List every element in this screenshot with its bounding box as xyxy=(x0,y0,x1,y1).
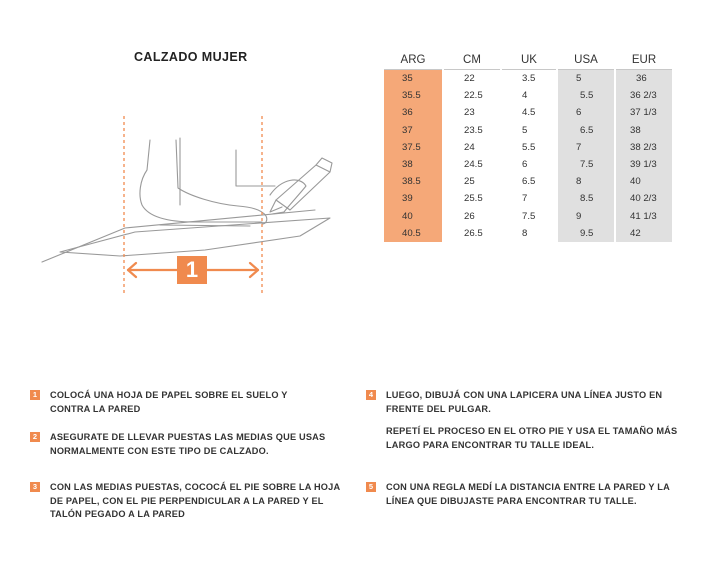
cell-eur: 40 2/3 xyxy=(630,193,657,205)
cell-uk: 6.5 xyxy=(522,176,536,188)
column-uk xyxy=(502,52,556,242)
cell-eur: 40 xyxy=(630,176,641,188)
step-number-badge: 2 xyxy=(30,432,40,442)
foot-measure-illustration xyxy=(0,0,360,380)
header-eur: EUR xyxy=(616,52,672,70)
cell-usa: 9 xyxy=(576,210,582,222)
cell-eur: 39 1/3 xyxy=(630,158,657,170)
step-number-badge: 4 xyxy=(366,390,376,400)
header-usa: USA xyxy=(558,52,614,70)
cell-usa: 5.5 xyxy=(580,90,594,102)
cell-eur: 42 xyxy=(630,227,641,239)
instruction-step-3 xyxy=(30,481,348,522)
cell-arg: 39 xyxy=(402,193,413,205)
step-text: REPETÍ EL PROCESO EN EL OTRO PIE Y USA EL TAMAÑO MÁS LARGO PARA ENCONTRAR TU TALLE IDEAL. xyxy=(386,426,678,450)
cell-eur: 41 1/3 xyxy=(630,210,657,222)
cell-cm: 26.5 xyxy=(464,227,483,239)
cell-uk: 7.5 xyxy=(522,210,536,222)
cell-usa: 5 xyxy=(576,73,582,84)
cell-eur: 38 2/3 xyxy=(630,141,657,153)
cell-uk: 5 xyxy=(522,124,528,136)
step-number-badge: 3 xyxy=(30,482,40,492)
page-title: CALZADO MUJER xyxy=(134,50,248,64)
cell-arg: 35.5 xyxy=(402,90,421,102)
foot-outline xyxy=(176,140,267,224)
cell-usa: 8 xyxy=(576,176,582,188)
cell-cm: 25 xyxy=(464,176,475,188)
cell-uk: 6 xyxy=(522,158,528,170)
cell-uk: 7 xyxy=(522,193,528,205)
cell-uk: 5.5 xyxy=(522,141,536,153)
cell-cm: 23 xyxy=(464,107,475,119)
column-arg xyxy=(384,52,442,242)
cell-usa: 6.5 xyxy=(580,124,594,136)
column-eur xyxy=(616,52,672,242)
step-text: COLOCÁ UNA HOJA DE PAPEL SOBRE EL SUELO Y CONTRA LA PARED xyxy=(50,390,288,414)
column-usa xyxy=(558,52,614,242)
cell-usa: 9.5 xyxy=(580,227,594,239)
cell-usa: 7.5 xyxy=(580,158,594,170)
cell-eur: 36 2/3 xyxy=(630,90,657,102)
cell-cm: 22 xyxy=(464,73,475,84)
cell-arg: 37 xyxy=(402,124,413,136)
cell-arg: 40.5 xyxy=(402,227,421,239)
cell-uk: 4 xyxy=(522,90,528,102)
cell-eur: 38 xyxy=(630,124,641,136)
step-text: ASEGURATE DE LLEVAR PUESTAS LAS MEDIAS QUE USAS NORMALMENTE CON ESTE TIPO DE CALZADO. xyxy=(50,432,326,456)
cell-uk: 8 xyxy=(522,227,528,239)
cell-uk: 3.5 xyxy=(522,73,536,84)
instruction-step-2 xyxy=(30,431,340,458)
instruction-step-5 xyxy=(366,481,686,508)
header-uk: UK xyxy=(502,52,556,70)
step-text: CON UNA REGLA MEDÍ LA DISTANCIA ENTRE LA PARED Y LA LÍNEA QUE DIBUJASTE PARA ENCONTRAR TU TALLE. xyxy=(386,482,670,506)
header-cm: CM xyxy=(444,52,500,70)
leg-outline xyxy=(140,140,262,222)
column-cm xyxy=(444,52,500,242)
cell-arg: 36 xyxy=(402,107,413,119)
cell-eur: 36 xyxy=(636,73,647,84)
floor-line xyxy=(42,210,315,262)
measure-marker: 1 xyxy=(177,256,207,284)
cell-arg: 35 xyxy=(402,73,413,84)
step-number-badge: 5 xyxy=(366,482,376,492)
cell-arg: 40 xyxy=(402,210,413,222)
instruction-step-1 xyxy=(30,389,330,416)
cell-usa: 7 xyxy=(576,141,582,153)
cell-cm: 24.5 xyxy=(464,158,483,170)
header-arg: ARG xyxy=(384,52,442,70)
step-text: LUEGO, DIBUJÁ CON UNA LAPICERA UNA LÍNEA JUSTO EN FRENTE DEL PULGAR. xyxy=(386,390,663,414)
cell-usa: 6 xyxy=(576,107,582,119)
cell-arg: 38.5 xyxy=(402,176,421,188)
cell-cm: 26 xyxy=(464,210,475,222)
instruction-step-4 xyxy=(366,389,698,452)
wall-line xyxy=(180,138,275,205)
cell-arg: 37.5 xyxy=(402,141,421,153)
cell-cm: 24 xyxy=(464,141,475,153)
step-text: CON LAS MEDIAS PUESTAS, COCOCÁ EL PIE SOBRE LA HOJA DE PAPEL, CON EL PIE PERPENDICULAR A LA PARED Y EL TALÓN PEGADO A LA PARED xyxy=(50,482,340,519)
cell-cm: 22.5 xyxy=(464,90,483,102)
cell-eur: 37 1/3 xyxy=(630,107,657,119)
paper-sheet xyxy=(60,218,330,256)
cell-uk: 4.5 xyxy=(522,107,536,119)
cell-cm: 23.5 xyxy=(464,124,483,136)
cell-cm: 25.5 xyxy=(464,193,483,205)
cell-usa: 8.5 xyxy=(580,193,594,205)
step-number-badge: 1 xyxy=(30,390,40,400)
cell-arg: 38 xyxy=(402,158,413,170)
pen-outline xyxy=(276,165,330,210)
